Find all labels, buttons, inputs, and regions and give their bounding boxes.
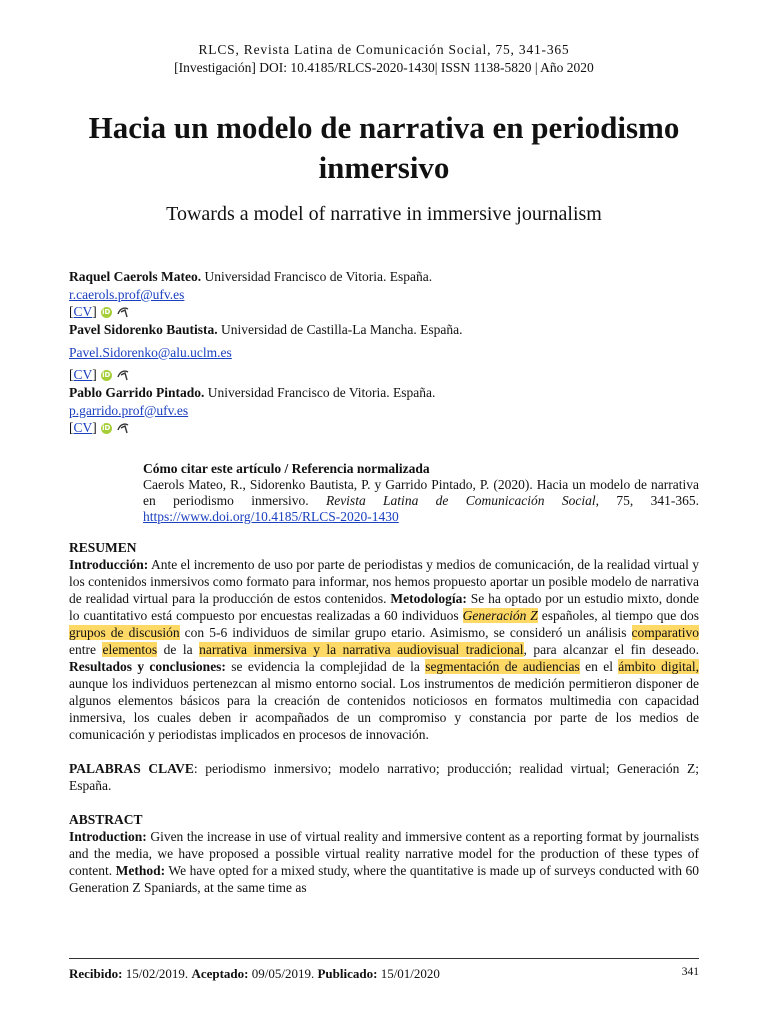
- abstract-paragraph: Introduction: Given the increase in use of virtual reality and immersive content as a reporting format by journalists and the media, we have proposed a possible virtual reality narrative model for the production of these types of content. Method: We have opted for a mixed study, where the quantitative is made up of surveys conducted with 60 Generation Z Spaniards, at the same time as: [69, 829, 699, 895]
- article-subtitle: Towards a model of narrative in immersive journalism: [166, 203, 602, 225]
- resumen-paragraph: Introducción: Ante el incremento de uso por parte de periodistas y medios de comunicación, de la realidad virtual y los contenidos inmersivos como formato para informar, nos hemos propuesto aportar un posible modelo de narrativa de realidad virtual para la producción de estos contenidos. Metodología: Se ha optado por un estudio mixto, donde lo cuantitativo está compuesto por encuestas realizadas a 60 individuos Generación Z españoles, al tiempo que dos grupos de discusión con 5-6 individuos de similar grupo etario. Asimismo, se consideró un análisis comparativo entre elementos de la narrativa inmersiva y la narrativa audiovisual tradicional, para alcanzar el fin deseado. Resultados y conclusiones: se evidencia la complejidad de la segmentación de audiencias en el ámbito digital, aunque los individuos pertenezcan al mismo entorno social. Los instrumentos de medición permitieron disponer de algunos elementos básicos para la creación de contenidos noticiosos en formatos multimedia con capacidad inmersiva, los cuales deben ir acompañados de un compromiso y constancia por parte de los medios de comunicación y periodistas implicados en procesos de innovación.: [69, 557, 700, 742]
- highlight-elementos: elementos: [102, 642, 158, 657]
- orcid-icon[interactable]: iD: [102, 307, 111, 316]
- keywords-paragraph: PALABRAS CLAVE: periodismo inmersivo; modelo narrativo; producción; realidad virtual; Generación Z; España.: [69, 761, 699, 793]
- intro-label: Introducción:: [69, 557, 149, 572]
- citation-block: [143, 461, 699, 525]
- author-affiliation: Universidad de Castilla-La Mancha. España.: [217, 322, 463, 337]
- journal-info: [Investigación] DOI: 10.4185/RLCS-2020-1430| ISSN 1138-5820 | Año 2020: [174, 60, 594, 75]
- page-number: 341: [681, 966, 699, 978]
- author-links: [CV] iD: [69, 419, 699, 437]
- journal-header: RLCS, Revista Latina de Comunicación Social, 75, 341-365: [198, 42, 570, 57]
- author-name: Raquel Caerols Mateo.: [69, 269, 202, 284]
- resumen-heading: RESUMEN: [69, 540, 137, 555]
- author-name: Pavel Sidorenko Bautista.: [69, 322, 218, 337]
- article-page: [69, 0, 699, 1024]
- citation-heading: Cómo citar este artículo / Referencia normalizada: [143, 461, 430, 476]
- doi-link[interactable]: https://www.doi.org/10.4185/RLCS-2020-1430: [143, 509, 399, 524]
- author-email-link[interactable]: r.caerols.prof@ufv.es: [69, 286, 185, 302]
- author-2: [69, 321, 699, 339]
- cv-link[interactable]: CV: [73, 420, 93, 436]
- cv-link[interactable]: CV: [73, 304, 93, 320]
- orcid-icon[interactable]: iD: [102, 370, 111, 379]
- highlight-narrativa: narrativa inmersiva y la narrativa audiovisual tradicional: [199, 642, 524, 657]
- author-affiliation: Universidad Francisco de Vitoria. España.: [201, 269, 433, 284]
- author-name: Pablo Garrido Pintado.: [69, 385, 205, 400]
- keywords-label: PALABRAS CLAVE: [69, 761, 194, 776]
- method-label: Metodología:: [390, 591, 467, 606]
- highlight-ambito: ámbito digital,: [618, 659, 699, 674]
- citation-journal: Revista Latina de Comunicación Social: [325, 493, 596, 508]
- google-scholar-icon[interactable]: [116, 368, 130, 382]
- results-label: Resultados y conclusiones:: [69, 659, 226, 674]
- author-links: [CV] iD: [69, 303, 699, 321]
- article-title: Hacia un modelo de narrativa en periodismo inmersivo: [88, 110, 680, 185]
- google-scholar-icon[interactable]: [116, 305, 130, 319]
- author-links: [CV] iD: [69, 366, 699, 384]
- author-3: [69, 384, 699, 402]
- author-email-link[interactable]: p.garrido.prof@ufv.es: [69, 402, 189, 418]
- highlight-segmentacion: segmentación de audiencias: [425, 659, 580, 674]
- citation-text: Caerols Mateo, R., Sidorenko Bautista, P. y Garrido Pintado, P. (2020). Hacia un modelo de narrativa en periodismo inmersivo. Revista Latina de Comunicación Social, 75, 341-365. https://www.doi.org/10.4185/RLCS-2020-1430: [143, 477, 699, 524]
- author-affiliation: Universidad Francisco de Vitoria. España.: [204, 385, 436, 400]
- article-body: [69, 539, 699, 896]
- author-email-link[interactable]: Pavel.Sidorenko@alu.uclm.es: [69, 344, 232, 360]
- footer-dates: Recibido: 15/02/2019. Aceptado: 09/05/2019. Publicado: 15/01/2020 341: [69, 966, 699, 981]
- highlight-generacion-z: Generación Z: [462, 608, 538, 623]
- footer-divider: [69, 958, 699, 959]
- highlight-grupos: grupos de discusión: [69, 625, 180, 640]
- abstract-heading: ABSTRACT: [69, 812, 143, 827]
- orcid-icon[interactable]: iD: [102, 423, 111, 432]
- highlight-comparativo: comparativo: [631, 625, 699, 640]
- author-list: [69, 268, 699, 437]
- author-1: [69, 268, 699, 286]
- google-scholar-icon[interactable]: [116, 421, 130, 435]
- cv-link[interactable]: CV: [73, 367, 93, 383]
